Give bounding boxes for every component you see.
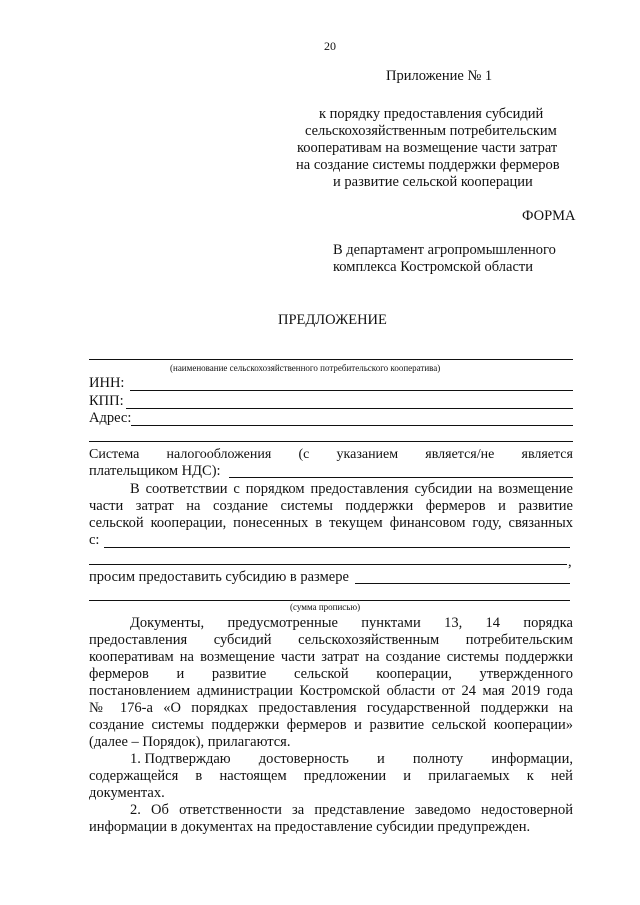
sum-caption: (сумма прописью) bbox=[290, 602, 361, 612]
form-label: ФОРМА bbox=[522, 208, 576, 224]
document-title: ПРЕДЛОЖЕНИЕ bbox=[278, 312, 387, 328]
inn-field[interactable] bbox=[130, 390, 573, 391]
body1-line3 bbox=[89, 515, 573, 532]
item1-word: предложении bbox=[303, 768, 387, 784]
docs-word: субсидий bbox=[213, 632, 272, 648]
docs-line3 bbox=[89, 649, 573, 666]
tax-word: налогообложения bbox=[166, 447, 272, 462]
item1-word: в bbox=[195, 768, 203, 784]
item1-line2 bbox=[89, 768, 573, 785]
docs-line5 bbox=[89, 683, 573, 700]
item1-word: 1. Подтверждаю bbox=[130, 751, 231, 767]
tax-field[interactable] bbox=[229, 477, 573, 478]
addressee-line: комплекса Костромской области bbox=[333, 259, 534, 275]
docs-word: 14 bbox=[485, 615, 501, 631]
item1-word: и bbox=[376, 751, 385, 767]
docs-line6 bbox=[89, 700, 573, 717]
subsidy-amount-field[interactable] bbox=[355, 583, 570, 584]
docs-word: потребительским bbox=[465, 632, 573, 648]
address-field[interactable] bbox=[131, 425, 573, 426]
body1-line1 bbox=[130, 481, 573, 498]
docs-word: кооперации, bbox=[376, 666, 452, 682]
docs-line6-text: № 176-а «О порядках предоставления государственной поддержки на bbox=[89, 700, 573, 716]
docs-line1 bbox=[130, 615, 573, 632]
item1-word: и bbox=[403, 768, 412, 784]
coop-name-line[interactable] bbox=[89, 359, 573, 360]
addressee-line: В департамент агропромышленного bbox=[333, 242, 556, 258]
appendix-subtitle-line: к порядку предоставления субсидий bbox=[319, 106, 544, 122]
body1-line4: с: bbox=[89, 532, 100, 548]
docs-word: фермеров bbox=[89, 666, 149, 682]
appendix-subtitle-line: сельскохозяйственным потребительским bbox=[305, 123, 557, 139]
tax-word: (с bbox=[298, 447, 310, 462]
docs-line4 bbox=[89, 666, 573, 683]
related-costs-field[interactable] bbox=[104, 547, 570, 548]
inn-label: ИНН: bbox=[89, 375, 125, 391]
body1-line2 bbox=[89, 498, 573, 515]
item1-word: содержащейся bbox=[89, 768, 179, 784]
address-label: Адрес: bbox=[89, 410, 132, 426]
subsidy-amount-words-field[interactable] bbox=[89, 600, 570, 601]
appendix-subtitle-line: кооперативам на возмещение части затрат bbox=[297, 140, 558, 156]
appendix-title: Приложение № 1 bbox=[386, 68, 493, 84]
docs-word: утвержденного bbox=[479, 666, 573, 682]
docs-word: порядка bbox=[523, 615, 573, 631]
address-field-continued[interactable] bbox=[89, 441, 573, 442]
kpp-label: КПП: bbox=[89, 393, 124, 409]
item1-word: достоверность bbox=[258, 751, 349, 767]
tax-word: Система bbox=[89, 447, 140, 462]
docs-word: сельскохозяйственным bbox=[298, 632, 440, 648]
body1-line3-text: сельской кооперации, понесенных в текущем финансовом году, связанных bbox=[89, 515, 573, 531]
docs-word: пунктами bbox=[361, 615, 421, 631]
tax-word: указанием bbox=[336, 447, 399, 462]
docs-word: предусмотренные bbox=[227, 615, 338, 631]
docs-line8: (далее – Порядок), прилагаются. bbox=[89, 734, 291, 750]
docs-word: сельской bbox=[293, 666, 349, 682]
body1-line1-text: В соответствии с порядком предоставления субсидии на возмещение bbox=[130, 481, 573, 497]
tax-word: является/не bbox=[425, 447, 495, 462]
item2-line1-text: 2. Об ответственности за представление заведомо недостоверной bbox=[130, 802, 573, 818]
item1-word: настоящем bbox=[219, 768, 287, 784]
item1-line1 bbox=[130, 751, 573, 768]
kpp-field[interactable] bbox=[126, 408, 573, 409]
tax-line2: плательщиком НДС): bbox=[89, 463, 221, 479]
item1-word: информации, bbox=[491, 751, 573, 767]
item1-word: полноту bbox=[412, 751, 464, 767]
page-number: 20 bbox=[324, 39, 336, 53]
tax-word: является bbox=[521, 447, 573, 462]
body1-line2-text: части затрат на создание системы поддержки фермеров и развитие bbox=[89, 498, 573, 514]
appendix-subtitle-line: и развитие сельской кооперации bbox=[333, 174, 533, 190]
item1-word: ней bbox=[550, 768, 573, 784]
tax-system-line bbox=[89, 446, 573, 463]
docs-word: Документы, bbox=[130, 615, 205, 631]
docs-word: и bbox=[176, 666, 185, 682]
related-costs-field-continued[interactable] bbox=[89, 564, 567, 565]
request-text: просим предоставить субсидию в размере bbox=[89, 569, 349, 585]
item1-word: прилагаемых bbox=[428, 768, 510, 784]
docs-line2 bbox=[89, 632, 573, 649]
item1-word: к bbox=[526, 768, 534, 784]
docs-word: 13, bbox=[444, 615, 463, 631]
docs-line5-text: постановлением администрации Костромской области от 24 мая 2019 года bbox=[89, 683, 573, 699]
docs-word: предоставления bbox=[89, 632, 188, 648]
comma: , bbox=[568, 554, 572, 570]
item1-line3: документах. bbox=[89, 785, 165, 801]
item2-line2: информации в документах на предоставление субсидии предупрежден. bbox=[89, 819, 531, 835]
docs-line7 bbox=[89, 717, 573, 734]
appendix-subtitle-line: на создание системы поддержки фермеров bbox=[296, 157, 560, 173]
docs-line7-text: создание системы поддержки фермеров и развитие сельской кооперации» bbox=[89, 717, 573, 733]
item2-line1 bbox=[130, 802, 573, 819]
docs-word: развитие bbox=[211, 666, 267, 682]
docs-line3-text: кооперативам на возмещение части затрат на создание системы поддержки bbox=[89, 649, 573, 665]
coop-name-caption: (наименование сельскохозяйственного потребительского кооператива) bbox=[170, 363, 441, 373]
